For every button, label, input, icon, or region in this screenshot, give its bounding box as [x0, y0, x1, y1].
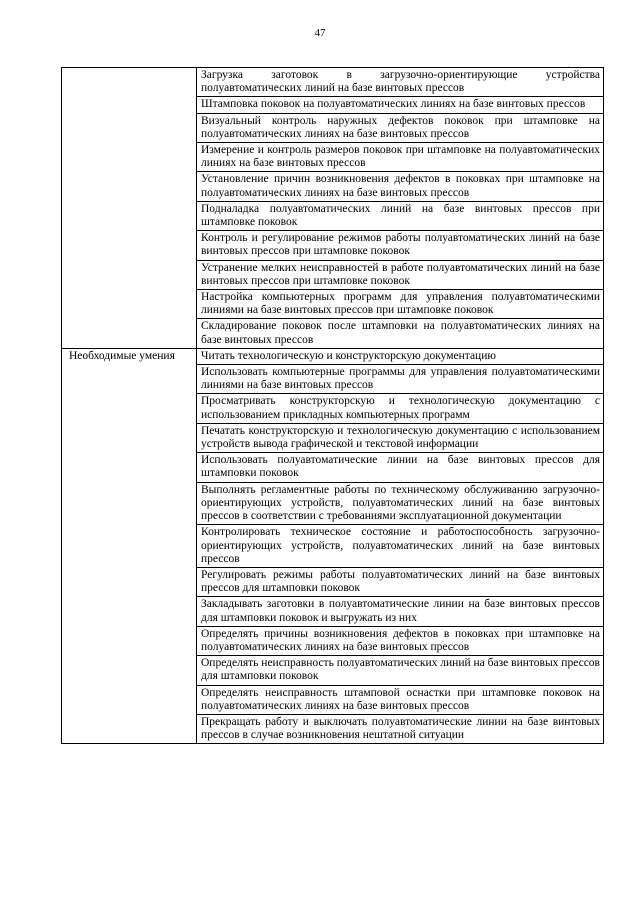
item-text: Контролировать техническое состояние и работоспособность загрузочно-ориентирующих устройств, полуавтоматических линий на базе винтовых прессов	[197, 525, 604, 568]
item-text: Печатать конструкторскую и технологическую документацию с использованием устройств вывода графической и текстовой информации	[197, 423, 604, 452]
item-text: Контроль и регулирование режимов работы полуавтоматических линий на базе винтовых прессов при штамповке поковок	[197, 231, 604, 260]
table-row	[62, 348, 604, 364]
table-body	[62, 68, 604, 744]
item-text: Определять причины возникновения дефектов в поковках при штамповке на полуавтоматических линиях на базе винтовых прессов	[197, 626, 604, 655]
item-text: Прекращать работу и выключать полуавтоматические линии на базе винтовых прессов в случае возникновения нештатной ситуации	[197, 714, 604, 743]
item-text: Использовать полуавтоматические линии на базе винтовых прессов для штамповки поковок	[197, 453, 604, 482]
item-text: Выполнять регламентные работы по техническому обслуживанию загрузочно-ориентирующих устройств, полуавтоматических линий на базе винтовых прессов в соответствии с требованиями эксплуатационной документации	[197, 482, 604, 525]
item-text: Настройка компьютерных программ для управления полуавтоматическими линиями на базе винтовых прессов при штамповке поковок	[197, 290, 604, 319]
item-text: Штамповка поковок на полуавтоматических линиях на базе винтовых прессов	[197, 97, 604, 113]
table-row	[62, 68, 604, 97]
item-text: Использовать компьютерные программы для управления полуавтоматическими линиями на базе винтовых прессов	[197, 365, 604, 394]
requirements-table	[61, 67, 604, 744]
item-text: Визуальный контроль наружных дефектов поковок при штамповке на полуавтоматических линиях на базе винтовых прессов	[197, 113, 604, 142]
item-text: Регулировать режимы работы полуавтоматических линий на базе винтовых прессов для штамповки поковок	[197, 567, 604, 596]
item-text: Читать технологическую и конструкторскую документацию	[197, 348, 604, 364]
item-text: Определять неисправность штамповой оснастки при штамповке поковок на полуавтоматических линиях на базе винтовых прессов	[197, 685, 604, 714]
item-text: Складирование поковок после штамповки на полуавтоматических линиях на базе винтовых прессов	[197, 319, 604, 348]
section-label-cell	[62, 348, 197, 743]
item-text: Подналадка полуавтоматических линий на базе винтовых прессов при штамповке поковок	[197, 201, 604, 230]
section-label-cell	[62, 68, 197, 349]
item-text: Просматривать конструкторскую и технологическую документацию с использованием прикладных компьютерных программ	[197, 394, 604, 423]
item-text: Определять неисправность полуавтоматических линий на базе винтовых прессов для штамповки поковок	[197, 656, 604, 685]
item-text: Измерение и контроль размеров поковок при штамповке на полуавтоматических линиях на базе винтовых прессов	[197, 143, 604, 172]
section-label: Необходимые умения	[69, 349, 175, 362]
page-number: 47	[314, 27, 326, 39]
item-text: Устранение мелких неисправностей в работе полуавтоматических линий на базе винтовых прессов при штамповке поковок	[197, 260, 604, 289]
item-text: Загрузка заготовок в загрузочно-ориентирующие устройства полуавтоматических линий на базе винтовых прессов	[197, 68, 604, 97]
item-text: Установление причин возникновения дефектов в поковках при штамповке на полуавтоматических линиях на базе винтовых прессов	[197, 172, 604, 201]
item-text: Закладывать заготовки в полуавтоматические линии на базе винтовых прессов для штамповки поковок и выгружать из них	[197, 597, 604, 626]
